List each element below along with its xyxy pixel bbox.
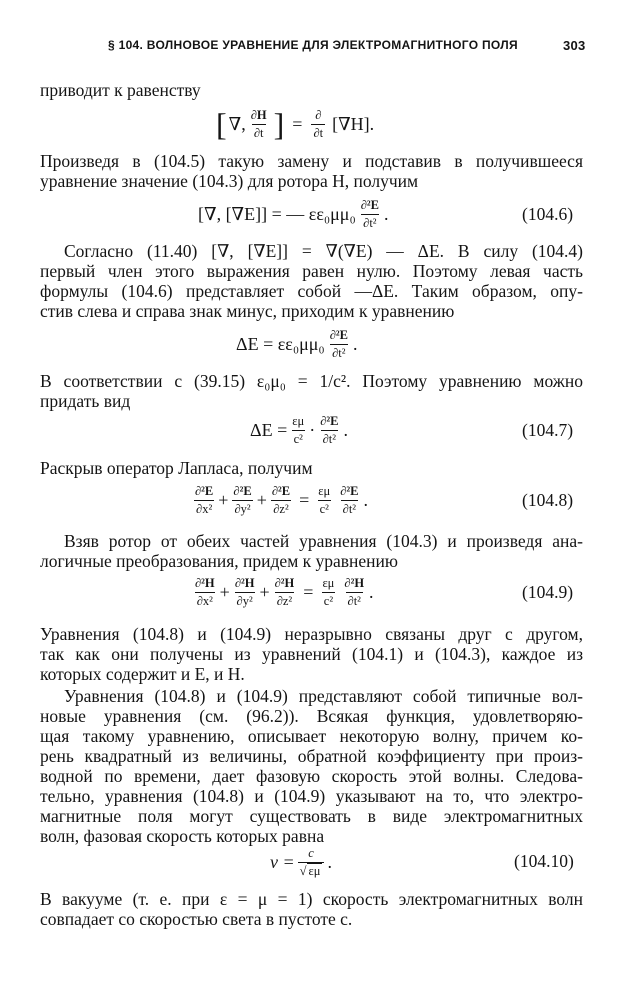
- fraction: [270, 485, 292, 515]
- numerator: εμ: [318, 484, 331, 498]
- page-number: 303: [563, 38, 586, 53]
- fraction: [231, 485, 253, 515]
- fraction: [359, 199, 381, 229]
- paragraph-line: рень квадратный из величины, обратной коэффициенту при произ-: [40, 746, 583, 766]
- paragraph-line: так как они получены из уравнений (104.1) и (104.3), каждое из: [40, 644, 583, 664]
- paragraph-line: Раскрыв оператор Лапласа, получим: [40, 458, 313, 478]
- equation-curl-identity: [214, 104, 374, 144]
- plus-sign: +: [219, 581, 230, 602]
- equation-end: .: [384, 203, 389, 224]
- equation-wave-e: [236, 324, 357, 364]
- fraction: [328, 329, 350, 359]
- equals-sign: =: [292, 113, 303, 134]
- numerator: ∂²H: [195, 576, 215, 590]
- numerator: ∂²H: [234, 576, 255, 590]
- multiply-dot: ·: [309, 419, 316, 440]
- denominator: [298, 862, 325, 878]
- equation-lhs: ΔE =: [250, 419, 288, 440]
- paragraph-line: В вакууме (т. е. при ε = μ = 1) скорость электромагнитных волн: [40, 889, 583, 909]
- equation-104-8: [190, 480, 368, 520]
- denominator: ∂x²: [196, 593, 213, 608]
- fraction: [342, 577, 366, 607]
- paragraph-line: Уравнения (104.8) и (104.9) представляют собой типичные вол-: [64, 686, 583, 706]
- fraction: [298, 847, 325, 877]
- paragraph-line: новые уравнения (см. (96.2)). Всякая функция, удовлетворяю-: [40, 706, 583, 726]
- paragraph-line: уравнение значение (104.3) для ротора H, получим: [40, 171, 419, 191]
- numerator: ∂H: [250, 108, 267, 122]
- paragraph-line: Произведя в (104.5) такую замену и подставив в получившееся: [40, 151, 583, 171]
- fraction: [318, 415, 340, 445]
- paragraph-line: водной по времени, дает фазовую скорость этой волны. Следова-: [40, 766, 583, 786]
- equation-label: (104.8): [522, 490, 574, 510]
- denominator: ∂z²: [273, 501, 289, 516]
- denominator: ∂z²: [276, 593, 293, 608]
- numerator: εμ: [292, 414, 305, 428]
- equation-label: (104.6): [522, 204, 574, 224]
- denominator: ∂t: [313, 125, 324, 140]
- paragraph-line: первый член этого выражения равен нулю. Поэтому левая часть: [40, 261, 583, 281]
- equation-end: .: [343, 419, 348, 440]
- equation-end: .: [352, 333, 358, 354]
- paragraph-line: Согласно (11.40) [∇, [∇E]] = ∇(∇E) — ΔE. В силу (104.4): [64, 241, 583, 261]
- equals-sign: =: [303, 581, 314, 602]
- fraction: [273, 577, 297, 607]
- radicand: εμ: [308, 863, 321, 878]
- equation-lhs: [∇, [∇E]] = — εε₀μμ₀: [198, 203, 356, 224]
- paragraph-line: придать вид: [40, 391, 131, 411]
- numerator: ∂²E: [360, 198, 379, 212]
- bracket-close: ]: [273, 106, 285, 142]
- paragraph-line: логичные преобразования, придем к уравнению: [40, 551, 398, 571]
- paragraph-line: щая такому уравнению, описывает некоторую волну, причем ко-: [40, 726, 583, 746]
- fraction: [249, 109, 269, 139]
- numerator: c: [308, 846, 314, 860]
- paragraph-line: совпадает со скоростью света в пустоте c.: [40, 909, 353, 929]
- denominator: ∂t²: [342, 501, 357, 516]
- numerator: ∂²H: [344, 576, 365, 590]
- paragraph-line: Уравнения (104.8) и (104.9) неразрывно связаны друг с другом,: [40, 624, 583, 644]
- numerator: ∂²E: [340, 484, 359, 498]
- fraction: [193, 577, 217, 607]
- paragraph-line: магнитные поля могут существовать в виде электромагнитных: [40, 806, 583, 826]
- paragraph-line: формулы (104.6) представляет собой —ΔE. Таким образом, опу-: [40, 281, 583, 301]
- plus-sign: +: [218, 489, 229, 510]
- denominator: ∂t²: [347, 593, 361, 608]
- equation-lhs: v =: [270, 851, 295, 872]
- numerator: ∂²H: [274, 576, 295, 590]
- denominator: ∂t²: [332, 345, 346, 360]
- equals-sign: =: [299, 489, 310, 510]
- equation-104-7: [250, 410, 348, 450]
- equation-end: .: [327, 851, 332, 872]
- denominator: c²: [323, 593, 334, 608]
- plus-sign: +: [259, 581, 270, 602]
- fraction: [290, 415, 306, 445]
- numerator: ∂²E: [329, 328, 348, 342]
- numerator: εμ: [322, 576, 335, 590]
- numerator: ∂: [315, 108, 322, 122]
- equation-label: (104.9): [522, 582, 574, 602]
- denominator: ∂t: [253, 125, 264, 140]
- denominator: ∂x²: [196, 501, 213, 516]
- denominator: c²: [293, 431, 303, 446]
- rhs-term: [∇H].: [332, 113, 375, 134]
- fraction: [311, 109, 325, 139]
- paragraph-line: Взяв ротор от обеих частей уравнения (104.3) и произведя ана-: [64, 531, 583, 551]
- paragraph-line: приводит к равенству: [40, 80, 201, 100]
- equation-label: (104.7): [522, 420, 574, 440]
- numerator: ∂²E: [195, 484, 214, 498]
- running-header: § 104. ВОЛНОВОЕ УРАВНЕНИЕ ДЛЯ ЭЛЕКТРОМАГНИТНОГО ПОЛЯ: [108, 38, 518, 52]
- paragraph-line: волн, фазовая скорость которых равна: [40, 826, 325, 846]
- fraction: [316, 485, 332, 515]
- paragraph-line: стив слева и справа знак минус, приходим к уравнению: [40, 301, 455, 321]
- denominator: c²: [319, 501, 329, 516]
- paragraph-line: которых содержит и E, и H.: [40, 664, 245, 684]
- bracket-open: [: [216, 106, 227, 142]
- equation-104-9: [190, 572, 374, 612]
- fraction: [233, 577, 257, 607]
- numerator: ∂²E: [320, 414, 339, 428]
- equation-104-6: [198, 195, 389, 233]
- denominator: ∂t²: [363, 215, 377, 230]
- fraction: [193, 485, 215, 515]
- equation-lhs: ΔE = εε₀μμ₀: [236, 333, 325, 354]
- fraction: [338, 485, 360, 515]
- fraction: [320, 577, 336, 607]
- equation-label: (104.10): [514, 851, 574, 871]
- denominator: ∂t²: [322, 431, 337, 446]
- paragraph-line: тельно, уравнения (104.8) и (104.9) указывают на то, что электро-: [40, 786, 583, 806]
- denominator: ∂y²: [236, 593, 253, 608]
- nabla-symbol: ∇,: [228, 113, 246, 134]
- equation-end: .: [369, 581, 374, 602]
- denominator: ∂y²: [234, 501, 251, 516]
- paragraph-line: В соответствии с (39.15) ε₀μ₀ = 1/c². Поэтому уравнению можно: [40, 371, 583, 391]
- numerator: ∂²E: [233, 484, 252, 498]
- equation-104-10: [270, 840, 332, 884]
- sqrt-sign: √: [299, 863, 307, 878]
- numerator: ∂²E: [271, 484, 291, 498]
- equation-end: .: [363, 489, 368, 510]
- plus-sign: +: [256, 489, 267, 510]
